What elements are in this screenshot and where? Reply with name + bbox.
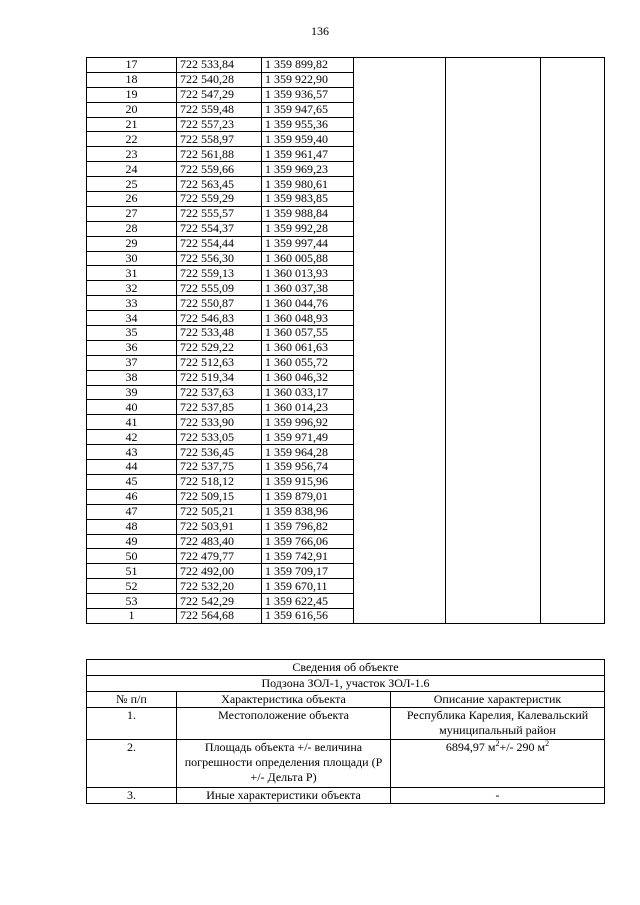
coordinate-point-number: 53: [87, 594, 177, 609]
coordinate-point-number: 46: [87, 489, 177, 504]
coordinate-y: 1 360 005,88: [262, 251, 354, 266]
coordinate-x: 722 557,23: [177, 117, 262, 132]
coordinate-x: 722 559,29: [177, 192, 262, 207]
coordinate-x: 722 563,45: [177, 177, 262, 192]
coordinate-x: 722 546,83: [177, 311, 262, 326]
header-num: № п/п: [87, 692, 177, 708]
coordinate-point-number: 25: [87, 177, 177, 192]
row-num: 1.: [87, 708, 177, 740]
page-number: 136: [311, 24, 329, 38]
coordinate-y: 1 360 037,38: [262, 281, 354, 296]
coordinate-y: 1 360 055,72: [262, 355, 354, 370]
row-description: -: [391, 788, 605, 804]
coordinate-x: 722 536,45: [177, 445, 262, 460]
coordinate-y: 1 360 057,55: [262, 326, 354, 341]
coordinate-y: 1 359 936,57: [262, 87, 354, 102]
coordinate-point-number: 44: [87, 460, 177, 475]
coordinate-point-number: 30: [87, 251, 177, 266]
area-unit-sup: 2: [495, 739, 500, 748]
header-characteristic: Характеристика объекта: [177, 692, 391, 708]
coordinate-y: 1 359 915,96: [262, 474, 354, 489]
coordinate-y: 1 359 996,92: [262, 415, 354, 430]
coordinate-point-number: 42: [87, 430, 177, 445]
coordinate-point-number: 34: [87, 311, 177, 326]
coordinate-y: 1 359 742,91: [262, 549, 354, 564]
coordinate-x: 722 537,75: [177, 460, 262, 475]
object-info-title: Сведения об объекте: [87, 660, 605, 676]
coordinate-x: 722 540,28: [177, 72, 262, 87]
coordinate-x: 722 555,09: [177, 281, 262, 296]
coordinate-y: 1 359 980,61: [262, 177, 354, 192]
coordinate-y: 1 359 955,36: [262, 117, 354, 132]
coordinate-x: 722 505,21: [177, 504, 262, 519]
tolerance-unit-sup: 2: [545, 739, 550, 748]
coordinate-point-number: 29: [87, 236, 177, 251]
row-num: 2.: [87, 740, 177, 788]
coordinate-point-number: 51: [87, 564, 177, 579]
empty-column-cell: [354, 58, 446, 624]
coordinates-table-body: [87, 58, 605, 624]
row-num: 3.: [87, 788, 177, 804]
coordinate-y: 1 359 959,40: [262, 132, 354, 147]
empty-column-cell: [541, 58, 605, 624]
coordinate-y: 1 359 879,01: [262, 489, 354, 504]
coordinate-x: 722 564,68: [177, 608, 262, 623]
coordinate-y: 1 359 956,74: [262, 460, 354, 475]
table-row: [87, 740, 605, 788]
coordinate-x: 722 503,91: [177, 519, 262, 534]
coordinate-x: 722 554,44: [177, 236, 262, 251]
coordinate-y: 1 359 961,47: [262, 147, 354, 162]
coordinate-point-number: 1: [87, 608, 177, 623]
coordinate-x: 722 519,34: [177, 370, 262, 385]
coordinate-point-number: 49: [87, 534, 177, 549]
coordinate-y: 1 359 766,06: [262, 534, 354, 549]
coordinate-y: 1 360 048,93: [262, 311, 354, 326]
coordinate-point-number: 19: [87, 87, 177, 102]
coordinate-y: 1 359 969,23: [262, 162, 354, 177]
coordinate-point-number: 33: [87, 296, 177, 311]
coordinate-point-number: 36: [87, 340, 177, 355]
object-info-header-row: [87, 692, 605, 708]
area-value: 6894,97 м: [445, 740, 496, 754]
coordinate-point-number: 37: [87, 355, 177, 370]
coordinate-y: 1 359 971,49: [262, 430, 354, 445]
coordinate-x: 722 554,37: [177, 221, 262, 236]
coordinate-point-number: 50: [87, 549, 177, 564]
coordinate-point-number: 35: [87, 326, 177, 341]
coordinate-point-number: 43: [87, 445, 177, 460]
coordinate-y: 1 359 947,65: [262, 102, 354, 117]
row-characteristic: Иные характеристики объекта: [177, 788, 391, 804]
coordinate-x: 722 533,84: [177, 58, 262, 73]
coordinate-y: 1 359 709,17: [262, 564, 354, 579]
coordinate-x: 722 479,77: [177, 549, 262, 564]
row-description-area: [391, 740, 605, 788]
coordinate-x: 722 518,12: [177, 474, 262, 489]
coordinate-y: 1 359 670,11: [262, 579, 354, 594]
coordinate-x: 722 559,13: [177, 266, 262, 281]
coordinate-y: 1 359 992,28: [262, 221, 354, 236]
coordinate-x: 722 533,90: [177, 415, 262, 430]
coordinate-x: 722 483,40: [177, 534, 262, 549]
coordinate-point-number: 52: [87, 579, 177, 594]
area-tolerance: +/- 290 м: [499, 740, 546, 754]
coordinate-point-number: 18: [87, 72, 177, 87]
coordinates-table: [86, 57, 605, 624]
coordinate-x: 722 555,57: [177, 206, 262, 221]
coordinate-point-number: 26: [87, 192, 177, 207]
coordinate-y: 1 359 616,56: [262, 608, 354, 623]
object-info-subtitle: Подзона ЗОЛ-1, участок ЗОЛ-1.6: [87, 676, 605, 692]
coordinate-point-number: 20: [87, 102, 177, 117]
coordinate-y: 1 360 061,63: [262, 340, 354, 355]
coordinate-x: 722 558,97: [177, 132, 262, 147]
coordinate-x: 722 537,63: [177, 385, 262, 400]
coordinate-point-number: 23: [87, 147, 177, 162]
table-row: [87, 788, 605, 804]
coordinate-x: 722 509,15: [177, 489, 262, 504]
coordinate-y: 1 360 044,76: [262, 296, 354, 311]
coordinate-y: 1 360 013,93: [262, 266, 354, 281]
coordinate-y: 1 359 988,84: [262, 206, 354, 221]
coordinate-y: 1 360 014,23: [262, 400, 354, 415]
coordinate-y: 1 359 796,82: [262, 519, 354, 534]
coordinate-x: 722 533,48: [177, 326, 262, 341]
coordinate-point-number: 47: [87, 504, 177, 519]
coordinate-x: 722 550,87: [177, 296, 262, 311]
coordinate-y: 1 359 997,44: [262, 236, 354, 251]
coordinate-point-number: 27: [87, 206, 177, 221]
row-characteristic: Местоположение объекта: [177, 708, 391, 740]
coordinate-point-number: 21: [87, 117, 177, 132]
coordinate-x: 722 547,29: [177, 87, 262, 102]
coordinate-x: 722 537,85: [177, 400, 262, 415]
coordinate-x: 722 556,30: [177, 251, 262, 266]
empty-column-cell: [446, 58, 541, 624]
row-description: Республика Карелия, Калевальский муниципальный район: [391, 708, 605, 740]
coordinate-y: 1 359 922,90: [262, 72, 354, 87]
coordinate-y: 1 359 899,82: [262, 58, 354, 73]
coordinate-x: 722 529,22: [177, 340, 262, 355]
coordinate-x: 722 559,66: [177, 162, 262, 177]
coordinate-y: 1 360 046,32: [262, 370, 354, 385]
coordinate-point-number: 17: [87, 58, 177, 73]
table-row: [87, 708, 605, 740]
coordinate-point-number: 45: [87, 474, 177, 489]
coordinate-point-number: 48: [87, 519, 177, 534]
coordinate-point-number: 22: [87, 132, 177, 147]
coordinate-y: 1 359 964,28: [262, 445, 354, 460]
coordinate-point-number: 31: [87, 266, 177, 281]
coordinate-x: 722 542,29: [177, 594, 262, 609]
coordinate-point-number: 32: [87, 281, 177, 296]
coordinate-point-number: 28: [87, 221, 177, 236]
coordinate-y: 1 360 033,17: [262, 385, 354, 400]
coordinate-x: 722 559,48: [177, 102, 262, 117]
coordinate-y: 1 359 983,85: [262, 192, 354, 207]
header-description: Описание характеристик: [391, 692, 605, 708]
coordinate-x: 722 492,00: [177, 564, 262, 579]
coordinate-x: 722 561,88: [177, 147, 262, 162]
coordinate-y: 1 359 838,96: [262, 504, 354, 519]
coordinate-point-number: 38: [87, 370, 177, 385]
coordinate-x: 722 512,63: [177, 355, 262, 370]
coordinate-x: 722 533,05: [177, 430, 262, 445]
coordinate-row: [87, 58, 605, 73]
row-characteristic: Площадь объекта +/- величина погрешности определения площади (Р +/- Дельта Р): [177, 740, 391, 788]
coordinate-point-number: 41: [87, 415, 177, 430]
coordinate-x: 722 532,20: [177, 579, 262, 594]
coordinate-y: 1 359 622,45: [262, 594, 354, 609]
object-info-table: [86, 659, 605, 804]
coordinate-point-number: 24: [87, 162, 177, 177]
coordinate-point-number: 39: [87, 385, 177, 400]
coordinate-point-number: 40: [87, 400, 177, 415]
